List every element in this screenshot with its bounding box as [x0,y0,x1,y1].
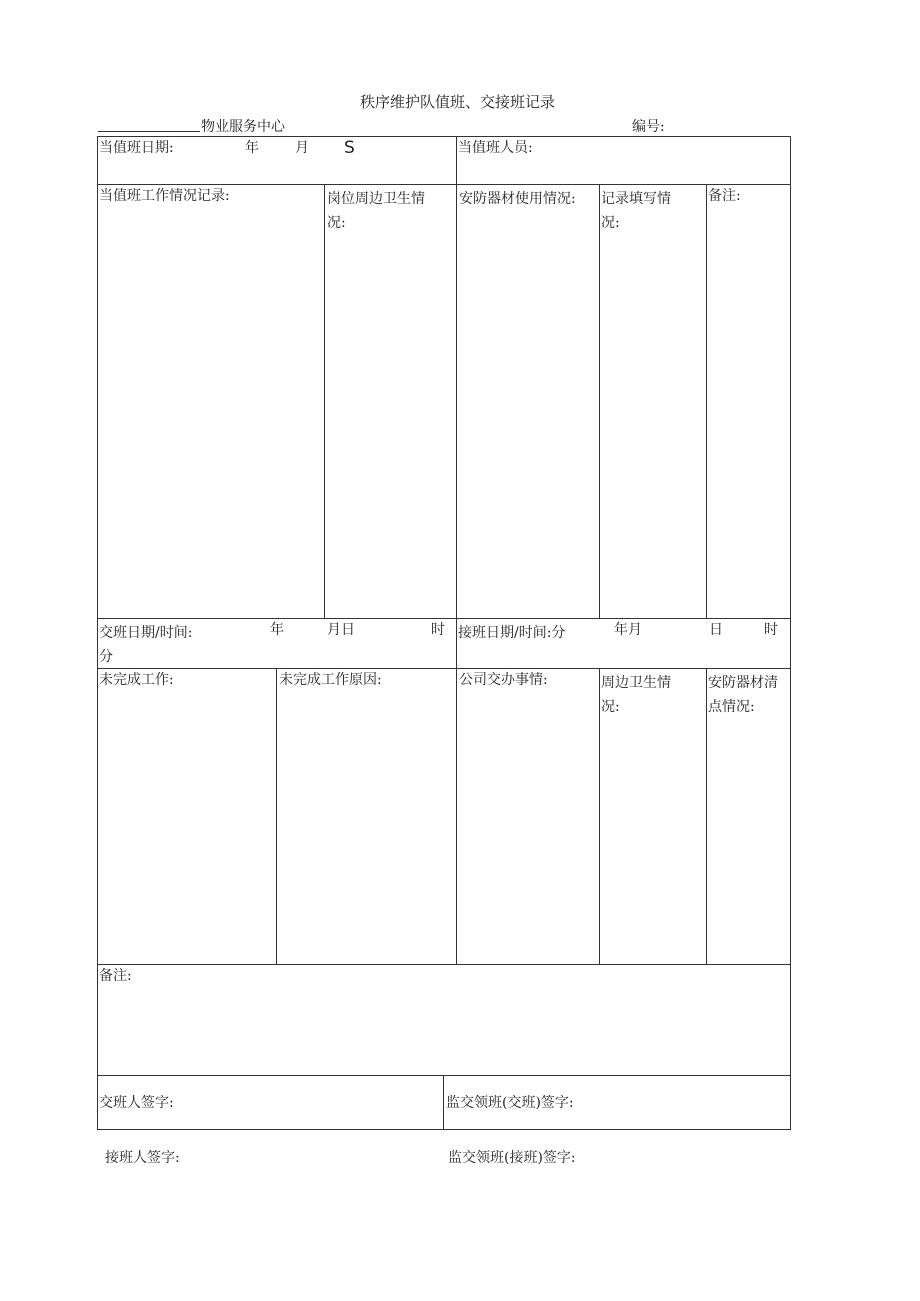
takeover-hour: 时 [764,622,778,638]
handover-datetime-label: 交班日期/时间: [99,625,193,641]
unfinished-work-label: 未完成工作: [99,672,174,688]
handover-hour: 时 [431,622,445,638]
page-title: 秩序维护队值班、交接班记录 [360,93,556,111]
security-equipment-use-label: 安防器材使用情况: [459,191,576,207]
column-divider [706,184,707,618]
takeover-day: 日 [709,622,723,638]
takeover-year-month: 年月 [614,622,642,638]
work-record-label: 当值班工作情况记录: [99,188,230,204]
handover-minute: 分 [99,649,113,665]
duty-staff-label: 当值班人员: [458,140,533,156]
row-divider [97,964,791,965]
column-divider [599,668,600,964]
takeover-datetime-label: 接班日期/时间:分 [458,625,566,641]
post-hygiene-label: 岗位周边卫生情况: [327,191,425,231]
surrounding-hygiene-label: 周边卫生情况: [601,675,671,715]
column-divider [599,184,600,618]
duty-date-month: 月 [295,140,309,156]
column-divider [706,668,707,964]
row-divider [97,1075,791,1076]
security-equipment-check-label: 安防器材清点情况: [708,675,778,715]
column-divider [276,668,277,964]
column-divider [443,1075,444,1130]
property-center-blank-line [98,131,200,132]
column-divider [324,184,325,618]
takeover-signature-label: 接班人签字: [105,1150,180,1166]
notes-label: 备注: [99,968,132,984]
duty-date-year: 年 [245,140,259,156]
supervisor-takeover-signature-label: 监交领班(接班)签字: [448,1150,576,1166]
serial-number-label: 编号: [632,119,665,135]
unfinished-reason-label: 未完成工作原因: [279,672,382,688]
handover-year: 年 [270,622,284,638]
supervisor-handover-signature-label: 监交领班(交班)签字: [446,1095,574,1111]
remarks-label: 备注: [708,188,741,204]
record-filling-label: 记录填写情况: [601,191,671,231]
property-center-label: 物业服务中心 [201,119,285,135]
duty-date-day-mark: S [344,138,355,158]
column-divider [456,136,457,668]
handover-month-day: 月日 [327,622,355,638]
row-divider [97,668,791,669]
handover-signature-label: 交班人签字: [99,1095,174,1111]
column-divider [456,668,457,964]
company-assignments-label: 公司交办事情: [459,672,548,688]
duty-date-label: 当值班日期: [99,140,174,156]
